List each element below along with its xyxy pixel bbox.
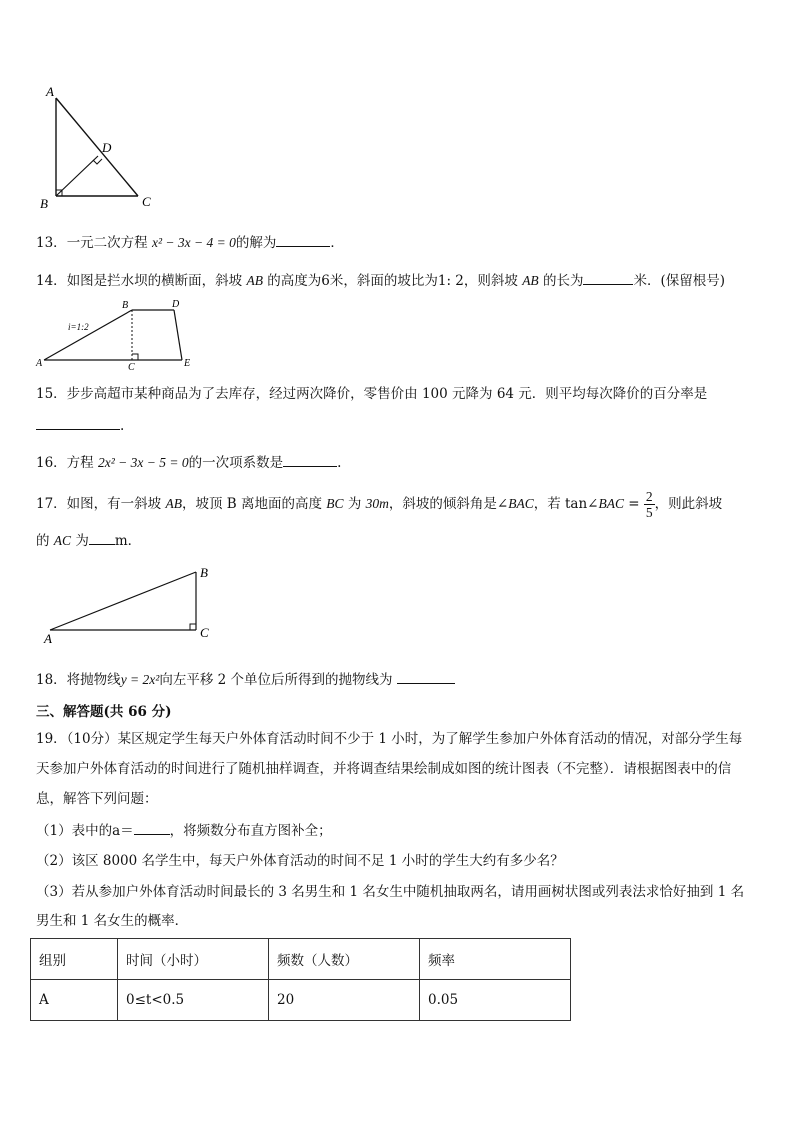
q18-text-2: 向左平移 2 个单位后所得到的抛物线为: [159, 672, 397, 688]
q13-equation: x² − 3x − 4 = 0: [151, 235, 236, 250]
question-19-line-1: 19．（10分）某区规定学生每天户外体育活动时间不少于 1 小时，为了解学生参加户外体育活动的情况，对部分学生每: [36, 731, 743, 747]
vertex-d-label: D: [102, 140, 112, 155]
vertex-b-label: B: [200, 565, 208, 580]
question-19-line-3: 息，解答下列问题：: [36, 791, 158, 807]
q13-end: ．: [330, 235, 344, 251]
vertex-a-label: A: [46, 84, 54, 99]
q13-text-2: 的解为: [235, 235, 277, 251]
table-header-row: [31, 939, 571, 980]
q18-equation: y = 2x²: [120, 672, 160, 687]
vertex-d-label: D: [172, 299, 180, 310]
q19-s1-text: （1）表中的a＝: [36, 823, 134, 839]
slope-abc-figure: [40, 564, 220, 648]
q17-ab: AB: [165, 496, 182, 511]
q15-answer-blank[interactable]: [36, 415, 120, 430]
q17-fraction: [644, 489, 655, 520]
vertex-c-label: C: [142, 194, 151, 209]
q17-equals: =: [623, 496, 644, 512]
q17-text-7: 的: [36, 533, 54, 549]
q17-end: m．: [114, 533, 142, 549]
q18-answer-blank[interactable]: [397, 669, 455, 684]
q16-answer-blank[interactable]: [283, 452, 337, 467]
question-13: [36, 232, 344, 253]
question-15-line-2: [36, 415, 124, 436]
q17-bc: BC: [326, 496, 344, 511]
q17-text-3: 为: [343, 496, 366, 512]
table-header-cell: 时间（小时）: [118, 939, 269, 980]
q15-text: 15．步步高超市某种商品为了去库存，经过两次降价，零售价由 100 元降为 64 元．则平均每次降价的百分率是: [36, 386, 708, 402]
section-3-heading: 三、解答题(共 66 分): [36, 704, 172, 720]
question-18: [36, 669, 455, 690]
q14-number: 14．: [36, 273, 67, 289]
q16-end: .: [337, 455, 342, 471]
table-cell: A: [31, 980, 118, 1021]
q17-denominator: 5: [645, 505, 653, 520]
table-cell: 0.05: [420, 980, 571, 1021]
question-19-sub-3-line-2: 男生和 1 名女生的概率．: [36, 913, 189, 929]
table-header-cell: 频数（人数）: [269, 939, 420, 980]
q14-text: 如图是拦水坝的横断面，斜坡: [66, 273, 247, 289]
vertex-c-label: C: [128, 362, 135, 372]
table-row: [31, 980, 571, 1021]
q17-text: 17．如图，有一斜坡: [36, 496, 166, 512]
question-19-sub-1: [36, 820, 332, 841]
q17-text-8: 为: [71, 533, 89, 549]
q14-text-3: 的长为: [538, 273, 584, 289]
q17-angle: ∠BAC: [496, 496, 534, 511]
q14-ab-2: AB: [522, 273, 539, 288]
vertex-a-label: A: [36, 358, 43, 369]
q16-text: 16．方程: [36, 455, 98, 471]
table-header-cell: 组别: [31, 939, 118, 980]
q13-text: 一元二次方程: [66, 235, 152, 251]
q14-ab: AB: [246, 273, 263, 288]
slope-ratio-label: i=1:2: [68, 322, 89, 332]
q17-text-4: ，斜坡的倾斜角是: [388, 496, 497, 512]
question-17: [36, 489, 722, 520]
vertex-b-label: B: [122, 300, 129, 311]
q16-equation: 2x² − 3x − 5 = 0: [97, 455, 189, 470]
q14-end: 米．(保留根号): [633, 273, 726, 289]
triangle-abc-figure: [36, 82, 166, 212]
question-14: [36, 270, 725, 291]
q13-number: 13．: [36, 235, 67, 251]
question-19-line-2: 天参加户外体育活动的时间进行了随机抽样调查，并将调查结果绘制成如图的统计图表（不完整）．请根据图表中的信: [36, 761, 732, 777]
question-16: [36, 452, 341, 473]
table-cell: 0≤t<0.5: [118, 980, 269, 1021]
q17-text-6: ，则此斜坡: [654, 496, 723, 512]
question-17-line-2: [36, 530, 141, 551]
question-15: [36, 384, 707, 404]
q16-text-2: 的一次项系数是: [188, 455, 284, 471]
dam-cross-section-figure: [34, 296, 204, 372]
vertex-b-label: B: [40, 196, 48, 211]
table-header-cell: 频率: [420, 939, 571, 980]
q17-height: 30m: [365, 496, 389, 511]
question-19-sub-3: （3）若从参加户外体育活动时间最长的 3 名男生和 1 名女生中随机抽取两名，请用画树状图或列表法求恰好抽到 1 名: [36, 884, 745, 900]
q14-answer-blank[interactable]: [583, 270, 633, 285]
q17-text-2: ，坡顶 B 离地面的高度: [181, 496, 327, 512]
frequency-table: [30, 938, 571, 1021]
q13-answer-blank[interactable]: [276, 232, 330, 247]
question-19-sub-2: （2）该区 8000 名学生中，每天户外体育活动的时间不足 1 小时的学生大约有多少名？: [36, 853, 564, 869]
vertex-e-label: E: [184, 358, 191, 369]
q17-answer-blank[interactable]: [89, 530, 115, 545]
vertex-a-label: A: [44, 631, 52, 646]
q18-text: 18．将抛物线: [36, 672, 121, 688]
q17-angle-2: ∠BAC: [587, 496, 624, 511]
q19-a-blank[interactable]: [134, 820, 170, 835]
q17-text-5: ，若 tan: [533, 496, 588, 512]
q19-s1-text-2: ，将频数分布直方图补全；: [169, 823, 332, 839]
q14-text-2: 的高度为6米，斜面的坡比为1: 2，则斜坡: [262, 273, 523, 289]
table-cell: 20: [269, 980, 420, 1021]
q15-end: .: [120, 418, 125, 434]
q17-numerator: 2: [645, 489, 653, 504]
q17-ac: AC: [53, 533, 72, 548]
vertex-c-label: C: [200, 625, 209, 640]
